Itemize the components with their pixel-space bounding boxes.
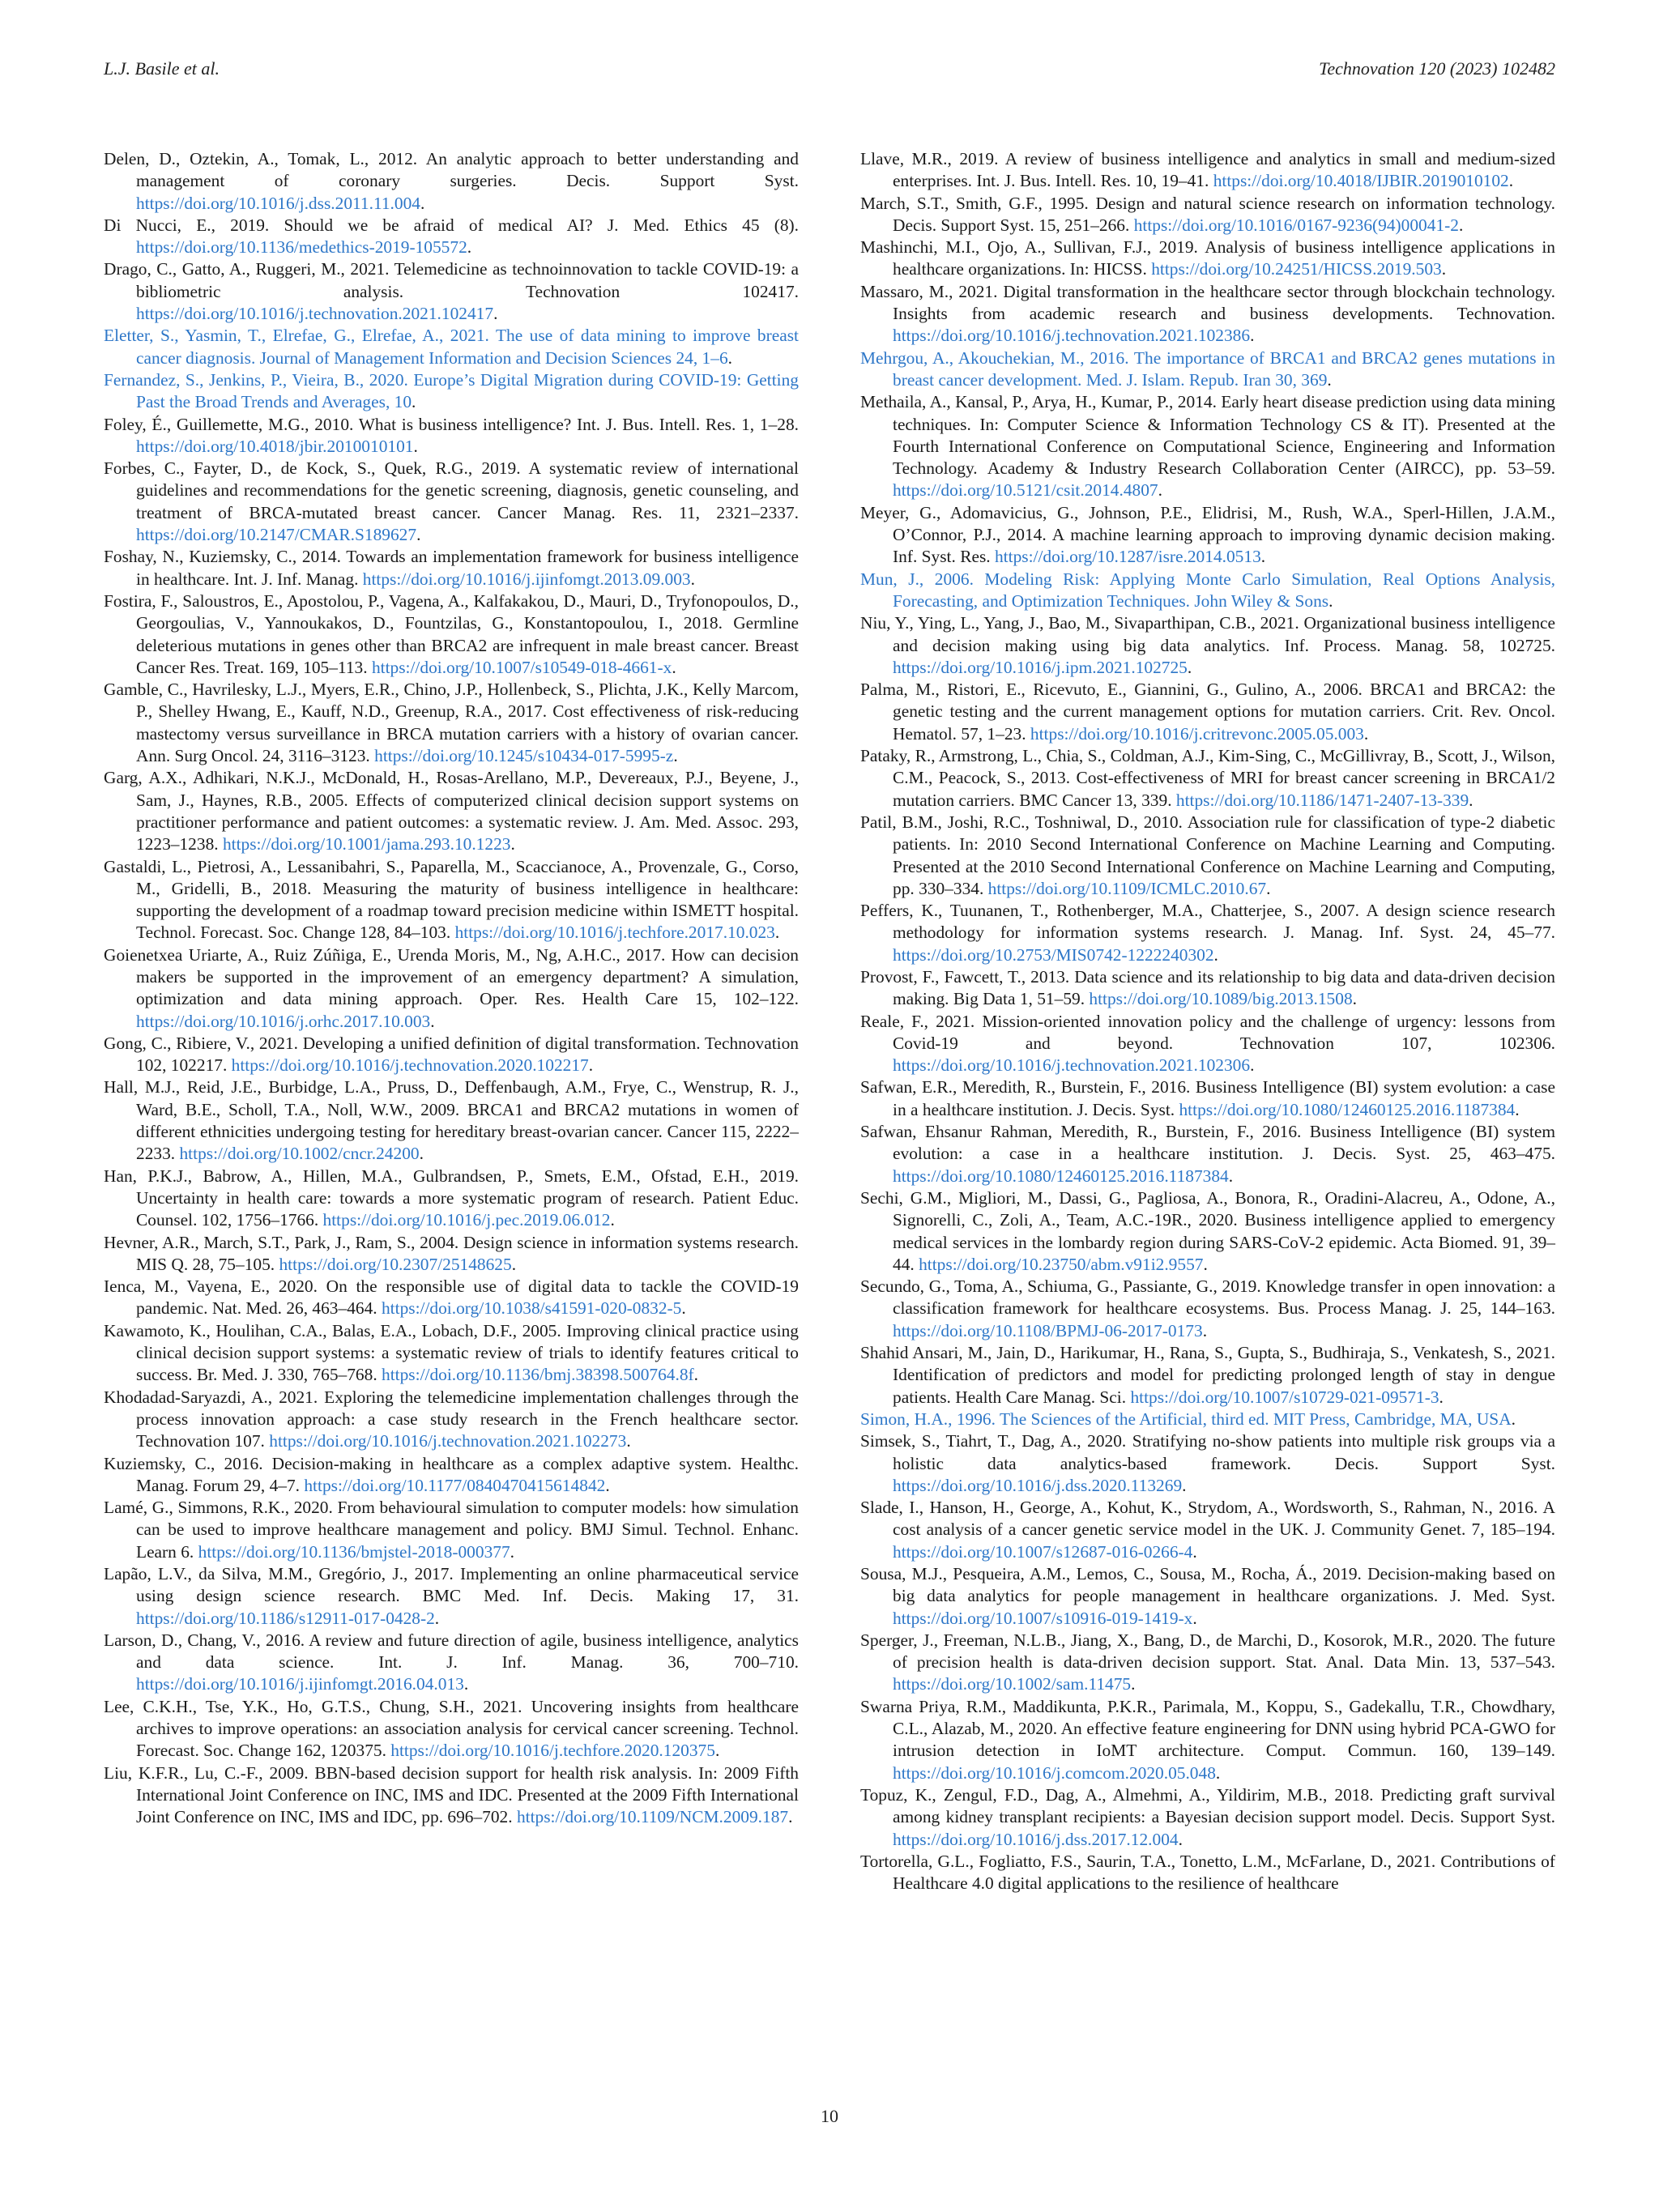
doi-link[interactable]: https://doi.org/10.1186/1471-2407-13-339 — [1175, 790, 1469, 810]
reference-end-punct: . — [681, 1298, 686, 1319]
doi-link[interactable]: https://doi.org/10.1016/j.dss.2011.11.004 — [136, 193, 420, 213]
reference-end-punct: . — [412, 392, 416, 412]
reference-entry — [860, 237, 1555, 281]
reference-end-punct: . — [626, 1431, 631, 1451]
reference-entry — [860, 1342, 1555, 1409]
reference-end-punct: . — [1203, 1254, 1208, 1274]
doi-link[interactable]: https://doi.org/10.1109/ICMLC.2010.67 — [987, 878, 1267, 898]
reference-text: Provost, F., Fawcett, T., 2013. Data science and its relationship to big data and data-driven decision making. Big Data 1, 51–59. — [860, 966, 1555, 1009]
reference-entry — [104, 148, 799, 215]
reference-end-punct: . — [1187, 657, 1192, 677]
reference-text: Reale, F., 2021. Mission-oriented innovation policy and the challenge of urgency: lessons from Covid-19 and beyond. Technovation 107, 102306. — [860, 1011, 1555, 1053]
reference-entry — [104, 546, 799, 590]
reference-text: Fernandez, S., Jenkins, P., Vieira, B., 2020. Europe’s Digital Migration during COVID-19: Getting Past the Broad Trends and Averages, 10 — [104, 369, 799, 412]
reference-end-punct: . — [1328, 590, 1333, 611]
doi-link[interactable]: https://doi.org/10.1136/bmjstel-2018-000377 — [198, 1541, 510, 1562]
reference-text: Khodadad-Saryazdi, A., 2021. Exploring the telemedicine implementation challenges through the process innovation approach: a case study research in the French healthcare sector. Technovation 107. — [104, 1387, 799, 1451]
doi-link[interactable]: https://doi.org/10.1007/s10549-018-4661-x — [371, 657, 672, 677]
reference-entry — [104, 679, 799, 767]
reference-entry — [104, 1630, 799, 1696]
reference-end-punct: . — [1515, 1099, 1520, 1119]
reference-entry — [104, 944, 799, 1033]
reference-text: Lapão, L.V., da Silva, M.M., Gregório, J., 2017. Implementing an online pharmaceutical service using design science research. BMC Med. Inf. Decis. Making 17, 31. — [104, 1564, 799, 1606]
reference-entry — [104, 1696, 799, 1762]
reference-entry — [104, 1497, 799, 1563]
reference-entry[interactable] — [860, 569, 1555, 613]
reference-text: Secundo, G., Toma, A., Schiuma, G., Passiante, G., 2019. Knowledge transfer in open innovation: a classification framework for healthcare ecosystems. Bus. Process Manag. J. 25, 144–163. — [860, 1276, 1555, 1319]
doi-link[interactable]: https://doi.org/10.1016/j.critrevonc.2005.05.003 — [1030, 723, 1364, 744]
doi-link[interactable]: https://doi.org/10.1016/j.technovation.2021.102417 — [136, 304, 494, 324]
reference-entry — [104, 458, 799, 546]
doi-link[interactable]: https://doi.org/10.1016/j.orhc.2017.10.003 — [136, 1011, 431, 1031]
reference-entry — [104, 1453, 799, 1498]
reference-end-punct: . — [1250, 326, 1255, 346]
reference-end-punct: . — [493, 304, 498, 324]
doi-link[interactable]: https://doi.org/10.1016/j.techfore.2017.10.023 — [454, 923, 775, 943]
reference-end-punct: . — [1352, 989, 1358, 1009]
reference-end-punct: . — [672, 657, 676, 677]
reference-entry — [104, 856, 799, 944]
reference-entry — [104, 767, 799, 855]
reference-text: Lee, C.K.H., Tse, Y.K., Ho, G.T.S., Chung, S.H., 2021. Uncovering insights from healthcare archives to improve operations: an association analysis for cervical cancer screening. Technol. Forecast. Soc. Change 162, 120375. — [104, 1696, 799, 1761]
header-authors: L.J. Basile et al. — [104, 58, 220, 79]
reference-text: Forbes, C., Fayter, D., de Kock, S., Quek, R.G., 2019. A systematic review of international guidelines and recommendations for the genetic screening, diagnosis, genetic counseling, and treatment of BRCA-mutated breast cancer. Cancer Manag. Res. 11, 2321–2337. — [104, 458, 799, 522]
running-header — [104, 58, 1555, 79]
reference-text: March, S.T., Smith, G.F., 1995. Design and natural science research on information technology. Decis. Support Syst. 15, 251–266. — [860, 193, 1555, 235]
reference-entry — [860, 1696, 1555, 1784]
reference-entry — [104, 1762, 799, 1829]
reference-entry — [860, 1011, 1555, 1077]
reference-entry — [104, 1232, 799, 1276]
page-number: 10 — [821, 2106, 838, 2126]
doi-link[interactable]: https://doi.org/10.1016/0167-9236(94)00041-2 — [1133, 215, 1459, 235]
reference-end-punct: . — [727, 347, 732, 368]
reference-text: Simon, H.A., 1996. The Sciences of the Artificial, third ed. MIT Press, Cambridge, MA, USA — [860, 1409, 1512, 1429]
doi-link[interactable]: https://doi.org/10.1177/0840470415614842 — [304, 1475, 606, 1495]
reference-entry — [860, 1784, 1555, 1851]
reference-end-punct: . — [413, 436, 418, 456]
reference-entry — [860, 966, 1555, 1011]
reference-text: Peffers, K., Tuunanen, T., Rothenberger, M.A., Chatterjee, S., 2007. A design science research methodology for information systems research. J. Manag. Inf. Syst. 24, 45–77. — [860, 901, 1555, 943]
reference-end-punct: . — [510, 1541, 515, 1562]
doi-link[interactable]: https://doi.org/10.1016/j.technovation.2020.102217 — [231, 1055, 589, 1076]
reference-end-punct: . — [434, 1608, 440, 1628]
reference-entry — [860, 1430, 1555, 1497]
doi-link[interactable]: https://doi.org/10.1038/s41591-020-0832-5 — [381, 1298, 682, 1319]
reference-entry — [104, 1076, 799, 1165]
reference-end-punct: . — [467, 237, 472, 258]
doi-link[interactable]: https://doi.org/10.1016/j.technovation.2021.102306 — [893, 1055, 1251, 1076]
reference-entry — [104, 258, 799, 325]
reference-entry — [860, 900, 1555, 966]
references-right-column — [860, 148, 1555, 2076]
doi-link[interactable]: https://doi.org/10.1002/sam.11475 — [893, 1674, 1132, 1694]
reference-end-punct: . — [463, 1674, 469, 1694]
doi-link[interactable]: https://doi.org/10.1245/s10434-017-5995-z — [374, 746, 674, 766]
doi-link[interactable]: https://doi.org/10.1016/j.dss.2020.113269 — [893, 1475, 1183, 1495]
doi-link[interactable]: https://doi.org/10.24251/HICSS.2019.503 — [1151, 259, 1442, 279]
reference-entry — [860, 1121, 1555, 1187]
reference-entry — [860, 679, 1555, 745]
reference-text: Eletter, S., Yasmin, T., Elrefae, G., Elrefae, A., 2021. The use of data mining to improve breast cancer diagnosis. Journal of Management Information and Decision Sciences 24, 1–6 — [104, 326, 799, 368]
doi-link[interactable]: https://doi.org/10.1001/jama.293.10.1223 — [222, 834, 511, 855]
reference-text: Fostira, F., Saloustros, E., Apostolou, P., Vagena, A., Kalfakakou, D., Mauri, D., Tryfonopoulos, D., Georgoulias, V., Yannoukakos, D., Fountzilas, G., Konstantopoulou, I., 2018. Germline deleterious mutations in genes other than BRCA2 are infrequent in male breast cancer. Breast Cancer Res. Treat. 169, 105–113. — [104, 590, 799, 677]
reference-end-punct: . — [1260, 547, 1266, 567]
reference-text: Gamble, C., Havrilesky, L.J., Myers, E.R., Chino, J.P., Hollenbeck, S., Plichta, J.K., Kelly Marcom, P., Shelley Hwang, E., Kauff, N.D., Greenup, R.A., 2017. Cost effectiveness of risk-reducing mastectomy versus surveillance in BRCA mutation carriers with a history of ovarian cancer. Ann. Surg Oncol. 24, 3116–3123. — [104, 680, 799, 766]
reference-end-punct: . — [511, 1254, 517, 1274]
reference-entry — [860, 148, 1555, 193]
reference-entry[interactable] — [104, 325, 799, 369]
reference-entry — [860, 391, 1555, 501]
doi-link[interactable]: https://doi.org/10.1007/s10916-019-1419-x — [893, 1608, 1193, 1628]
doi-link[interactable]: https://doi.org/10.1287/isre.2014.0513 — [994, 547, 1261, 567]
doi-link[interactable]: https://doi.org/10.1002/cncr.24200 — [179, 1144, 420, 1164]
reference-text: Lamé, G., Simmons, R.K., 2020. From behavioural simulation to computer models: how simulation can be used to improve healthcare management and policy. BMJ Simul. Technol. Enhanc. Learn 6. — [104, 1498, 799, 1562]
doi-link[interactable]: https://doi.org/10.4018/IJBIR.2019010102 — [1213, 171, 1509, 191]
reference-entry — [860, 1563, 1555, 1630]
reference-text: Kawamoto, K., Houlihan, C.A., Balas, E.A., Lobach, D.F., 2005. Improving clinical practice using clinical decision support systems: a systematic review of trials to identify features critical to success. Br. Med. J. 330, 765–768. — [104, 1320, 799, 1385]
reference-text: Gong, C., Ribiere, V., 2021. Developing a unified definition of digital transformation. Technovation 102, 102217. — [104, 1033, 799, 1076]
reference-entry[interactable] — [104, 369, 799, 414]
reference-end-punct: . — [690, 569, 695, 589]
reference-text: Llave, M.R., 2019. A review of business intelligence and analytics in small and medium-sized enterprises. Int. J. Bus. Intell. Res. 10, 19–41. — [860, 149, 1555, 191]
reference-text: Di Nucci, E., 2019. Should we be afraid of medical AI? J. Med. Ethics 45 (8). — [104, 215, 799, 235]
reference-entry — [860, 1630, 1555, 1696]
reference-text: Hall, M.J., Reid, J.E., Burbidge, L.A., Pruss, D., Deffenbaugh, A.M., Frye, C., Wenstrup, R. J., Ward, B.E., Scholl, T.A., Noll, W.W., 2009. BRCA1 and BRCA2 mutations in women of different ethnicities undergoing testing for hereditary breast-ovarian cancer. Cancer 115, 2222–2233. — [104, 1077, 799, 1164]
doi-link[interactable]: https://doi.org/10.1080/12460125.2016.1187384 — [1179, 1099, 1516, 1119]
reference-text: Simsek, S., Tiahrt, T., Dag, A., 2020. Stratifying no-show patients into multiple risk groups via a holistic data analytics-based framework. Decis. Support Syst. — [860, 1431, 1555, 1473]
reference-text: Patil, B.M., Joshi, R.C., Toshniwal, D., 2010. Association rule for classification of type-2 diabetic patients. In: 2010 Second International Conference on Machine Learning and Computing. Presented at the 2010 Second International Conference on Machine Learning and Computing, pp. 330–334. — [860, 812, 1555, 898]
doi-link[interactable]: https://doi.org/10.1016/j.dss.2017.12.004 — [893, 1829, 1179, 1849]
reference-end-punct: . — [1215, 1762, 1221, 1783]
reference-entry — [860, 193, 1555, 237]
reference-text: Palma, M., Ristori, E., Ricevuto, E., Giannini, G., Gulino, A., 2006. BRCA1 and BRCA2: the genetic testing and the current management options for mutation carriers. Crit. Rev. Oncol. Hematol. 57, 1–23. — [860, 680, 1555, 744]
reference-text: Mashinchi, M.I., Ojo, A., Sullivan, F.J., 2019. Analysis of business intelligence applications in healthcare organizations. In: HICSS. — [860, 237, 1555, 279]
reference-end-punct: . — [1469, 790, 1473, 810]
reference-entry — [860, 812, 1555, 900]
reference-text: Kuziemsky, C., 2016. Decision-making in healthcare as a complex adaptive system. Healthc. Manag. Forum 29, 4–7. — [104, 1453, 799, 1495]
reference-end-punct: . — [1327, 369, 1332, 390]
reference-end-punct: . — [1250, 1055, 1255, 1076]
reference-text: Topuz, K., Zengul, F.D., Dag, A., Almehmi, A., Yildirim, M.B., 2018. Predicting graft survival among kidney transplant recipients: a Bayesian decision support model. Decis. Support Syst. — [860, 1784, 1555, 1827]
reference-entry — [104, 1387, 799, 1453]
doi-link[interactable]: https://doi.org/10.1016/j.ijinfomgt.2013.09.003 — [362, 569, 691, 589]
reference-text: Shahid Ansari, M., Jain, D., Harikumar, H., Rana, S., Gupta, S., Budhiraja, S., Venkatesh, S., 2021. Identification of predictors and model for predicting prolonged length of stay in dengue patients. Health Care Manag. Sci. — [860, 1343, 1555, 1407]
reference-text: Foley, É., Guillemette, M.G., 2010. What is business intelligence? Int. J. Bus. Intell. Res. 1, 1–28. — [104, 414, 799, 434]
reference-end-punct: . — [1213, 944, 1218, 965]
doi-link[interactable]: https://doi.org/10.1136/medethics-2019-105572 — [136, 237, 467, 258]
reference-text: Safwan, Ehsanur Rahman, Meredith, R., Burstein, F., 2016. Business Intelligence (BI) system evolution: a case in a healthcare institution. J. Decis. Syst. 25, 463–475. — [860, 1122, 1555, 1164]
reference-text: Sechi, G.M., Migliori, M., Dassi, G., Pagliosa, A., Bonora, R., Oradini-Alacreu, A., Odone, A., Signorelli, C., Zoli, A., Team, A.C.-19R., 2020. Business intelligence applied to emergency medical services in the lombardy region during SARS-CoV-2 epidemic. Acta Biomed. 91, 39–44. — [860, 1187, 1555, 1274]
references-columns — [104, 148, 1555, 2076]
reference-entry — [860, 1276, 1555, 1342]
reference-end-punct: . — [1511, 1409, 1516, 1429]
reference-entry — [860, 1076, 1555, 1121]
reference-end-punct: . — [1508, 171, 1514, 191]
reference-end-punct: . — [673, 746, 678, 766]
doi-link[interactable]: https://doi.org/10.1007/s10729-021-09571-3 — [1130, 1387, 1439, 1407]
reference-text: Pataky, R., Armstrong, L., Chia, S., Coldman, A.J., Kim-Sing, C., McGillivray, B., Scott, J., Wilson, C.M., Peacock, S., 2013. Cost-effectiveness of MRI for breast cancer screening in BRCA1/2 mutation carriers. BMC Cancer 13, 339. — [860, 746, 1555, 810]
reference-text: Swarna Priya, R.M., Maddikunta, P.K.R., Parimala, M., Koppu, S., Gadekallu, T.R., Chowdhary, C.L., Alazab, M., 2020. An effective feature engineering for DNN using hybrid PCA-GWO for intrusion detection in IoMT architecture. Comput. Commun. 160, 139–149. — [860, 1696, 1555, 1761]
reference-entry — [860, 1851, 1555, 1895]
reference-text: Foshay, N., Kuziemsky, C., 2014. Towards an implementation framework for business intelligence in healthcare. Int. J. Inf. Manag. — [104, 547, 799, 589]
reference-end-punct: . — [1228, 1166, 1234, 1186]
doi-link[interactable]: https://doi.org/10.1016/j.techfore.2020.120375 — [390, 1741, 715, 1761]
doi-link[interactable]: https://doi.org/10.1089/big.2013.1508 — [1089, 989, 1353, 1009]
doi-link[interactable]: https://doi.org/10.1016/j.comcom.2020.05.048 — [893, 1762, 1216, 1783]
reference-end-punct: . — [1192, 1541, 1197, 1562]
reference-end-punct: . — [1441, 259, 1447, 279]
reference-entry — [860, 281, 1555, 347]
reference-end-punct: . — [1363, 723, 1369, 744]
reference-end-punct: . — [419, 1144, 424, 1164]
reference-entry[interactable] — [860, 347, 1555, 392]
reference-entry — [860, 502, 1555, 569]
reference-entry — [104, 414, 799, 458]
reference-text: Niu, Y., Ying, L., Yang, J., Bao, M., Sivaparthipan, C.B., 2021. Organizational business intelligence and decision making using big data analytics. Inf. Process. Manag. 58, 102725. — [860, 613, 1555, 655]
reference-text: Hevner, A.R., March, S.T., Park, J., Ram, S., 2004. Design science in information systems research. MIS Q. 28, 75–105. — [104, 1232, 799, 1274]
doi-link[interactable]: https://doi.org/10.1186/s12911-017-0428-2 — [136, 1608, 435, 1628]
reference-end-punct: . — [1439, 1387, 1444, 1407]
reference-text: Ienca, M., Vayena, E., 2020. On the responsible use of digital data to tackle the COVID-19 pandemic. Nat. Med. 26, 463–464. — [104, 1276, 799, 1319]
doi-link[interactable]: https://doi.org/10.1016/j.technovation.2021.102386 — [893, 326, 1251, 346]
references-left-column — [104, 148, 799, 2076]
reference-end-punct: . — [510, 834, 515, 855]
reference-end-punct: . — [1266, 878, 1271, 898]
reference-end-punct: . — [788, 1807, 793, 1827]
doi-link[interactable]: https://doi.org/10.1080/12460125.2016.1187384 — [893, 1166, 1229, 1186]
reference-text: Slade, I., Hanson, H., George, A., Kohut, K., Strydom, A., Wordsworth, S., Rahman, N., 2016. A cost analysis of a cancer genetic service model in the UK. J. Community Genet. 7, 185–194. — [860, 1498, 1555, 1540]
doi-link[interactable]: https://doi.org/10.2307/25148625 — [279, 1254, 512, 1274]
doi-link[interactable]: https://doi.org/10.1016/j.pec.2019.06.012 — [322, 1210, 611, 1230]
reference-end-punct: . — [1192, 1608, 1197, 1628]
doi-link[interactable]: https://doi.org/10.1007/s12687-016-0266-4 — [893, 1541, 1193, 1562]
doi-link[interactable]: https://doi.org/10.1108/BPMJ-06-2017-0173 — [893, 1320, 1203, 1340]
reference-text: Sperger, J., Freeman, N.L.B., Jiang, X., Bang, D., de Marchi, D., Kosorok, M.R., 2020. The future of precision health is data-driven decision support. Stat. Anal. Data Min. 13, 537–543. — [860, 1630, 1555, 1673]
reference-end-punct: . — [1178, 1829, 1183, 1849]
reference-end-punct: . — [416, 525, 421, 545]
doi-link[interactable]: https://doi.org/10.1016/j.technovation.2021.102273 — [269, 1431, 627, 1451]
reference-entry — [104, 1166, 799, 1232]
reference-entry — [860, 1187, 1555, 1276]
reference-end-punct: . — [714, 1741, 720, 1761]
reference-end-punct: . — [1202, 1320, 1208, 1340]
header-journal: Technovation 120 (2023) 102482 — [1319, 58, 1555, 79]
reference-entry — [104, 590, 799, 679]
reference-text: Delen, D., Oztekin, A., Tomak, L., 2012. An analytic approach to better understanding and management of coronary surgeries. Decis. Support Syst. — [104, 149, 799, 191]
reference-text: Gastaldi, L., Pietrosi, A., Lessanibahri, S., Paparella, M., Scaccianoce, A., Provenzale, G., Corso, M., Gridelli, B., 2018. Measuring the maturity of business intelligence in healthcare: supporting the development of a roadmap toward precision medicine within ISMETT hospital. Technol. Forecast. Soc. Change 128, 84–103. — [104, 856, 799, 943]
reference-text: Mehrgou, A., Akouchekian, M., 2016. The importance of BRCA1 and BRCA2 genes mutations in breast cancer development. Med. J. Islam. Repub. Iran 30, 369 — [860, 347, 1555, 390]
reference-entry — [104, 1276, 799, 1320]
reference-end-punct: . — [774, 923, 780, 943]
doi-link[interactable]: https://doi.org/10.2753/MIS0742-1222240302 — [893, 944, 1214, 965]
reference-end-punct: . — [693, 1365, 699, 1385]
doi-link[interactable]: https://doi.org/10.1016/j.ipm.2021.102725 — [893, 657, 1188, 677]
reference-end-punct: . — [605, 1475, 610, 1495]
reference-entry — [860, 612, 1555, 679]
reference-end-punct: . — [1182, 1475, 1187, 1495]
reference-end-punct: . — [588, 1055, 594, 1076]
reference-entry — [104, 1563, 799, 1630]
reference-text: Sousa, M.J., Pesqueira, A.M., Lemos, C., Sousa, M., Rocha, Á., 2019. Decision-making based on big data analytics for people management in healthcare organizations. J. Med. Syst. — [860, 1564, 1555, 1606]
reference-entry — [860, 1497, 1555, 1563]
reference-entry — [104, 1033, 799, 1077]
reference-entry — [104, 1320, 799, 1387]
doi-link[interactable]: https://doi.org/10.1016/j.ijinfomgt.2016.04.013 — [136, 1674, 464, 1694]
doi-link[interactable]: https://doi.org/10.1109/NCM.2009.187 — [516, 1807, 789, 1827]
reference-text: Massaro, M., 2021. Digital transformation in the healthcare sector through blockchain technology. Insights from academic research and business developments. Technovation. — [860, 281, 1555, 324]
reference-text: Mun, J., 2006. Modeling Risk: Applying Monte Carlo Simulation, Real Options Analysis, Forecasting, and Optimization Techniques. John Wiley & Sons — [860, 569, 1555, 611]
reference-text: Methaila, A., Kansal, P., Arya, H., Kumar, P., 2014. Early heart disease prediction using data mining techniques. In: Computer Science & Information Technology CS & IT). Presented at the Fourth International Conference on Computational Science, Engineering and Information Technology. Academy & Industry Research Collaboration Center (AIRCC), pp. 53–59. — [860, 392, 1555, 479]
reference-text: Goienetxea Uriarte, A., Ruiz Zúñiga, E., Urenda Moris, M., Ng, A.H.C., 2017. How can decision makers be supported in the improvement of an emergency department? A simulation, optimization and data mining approach. Oper. Res. Health Care 15, 102–122. — [104, 944, 799, 1009]
reference-end-punct: . — [430, 1011, 435, 1031]
reference-text: Liu, K.F.R., Lu, C.-F., 2009. BBN-based decision support for health risk analysis. In: 2009 Fifth International Joint Conference on INC, IMS and IDC. Presented at the 2009 Fifth International Joint Conference on INC, IMS and IDC, pp. 696–702. — [104, 1762, 799, 1827]
reference-text: Drago, C., Gatto, A., Ruggeri, M., 2021. Telemedicine as technoinnovation to tackle COVID-19: a bibliometric analysis. Technovation 102417. — [104, 259, 799, 301]
reference-text: Garg, A.X., Adhikari, N.K.J., McDonald, H., Rosas-Arellano, M.P., Devereaux, P.J., Beyene, J., Sam, J., Haynes, R.B., 2005. Effects of computerized clinical decision support systems on practitioner performance and patient outcomes: a systematic review. J. Am. Med. Assoc. 293, 1223–1238. — [104, 768, 799, 855]
reference-text: Safwan, E.R., Meredith, R., Burstein, F., 2016. Business Intelligence (BI) system evolution: a case in a healthcare institution. J. Decis. Syst. — [860, 1077, 1555, 1119]
reference-text: Larson, D., Chang, V., 2016. A review and future direction of agile, business intelligence, analytics and data science. Int. J. Inf. Manag. 36, 700–710. — [104, 1630, 799, 1673]
reference-text: Meyer, G., Adomavicius, G., Johnson, P.E., Elidrisi, M., Rush, W.A., Sperl-Hillen, J.A.M., O’Connor, P.J., 2014. A machine learning approach to improving dynamic decision making. Inf. Syst. Res. — [860, 502, 1555, 567]
doi-link[interactable]: https://doi.org/10.1136/bmj.38398.500764.8f — [382, 1365, 694, 1385]
reference-end-punct: . — [1158, 480, 1162, 501]
reference-text: Han, P.K.J., Babrow, A., Hillen, M.A., Gulbrandsen, P., Smets, E.M., Ofstad, E.H., 2019. Uncertainty in health care: towards a more systematic program of research. Patient Educ. Counsel. 102, 1756–1766. — [104, 1166, 799, 1230]
doi-link[interactable]: https://doi.org/10.2147/CMAR.S189627 — [136, 525, 417, 545]
doi-link[interactable]: https://doi.org/10.5121/csit.2014.4807 — [893, 480, 1158, 501]
reference-entry — [860, 745, 1555, 812]
reference-text: Tortorella, G.L., Fogliatto, F.S., Saurin, T.A., Tonetto, L.M., McFarlane, D., 2021. Contributions of Healthcare 4.0 digital applications to the resilience of healthcare — [860, 1851, 1555, 1894]
doi-link[interactable]: https://doi.org/10.4018/jbir.2010010101 — [136, 436, 414, 456]
reference-end-punct: . — [1458, 215, 1464, 235]
reference-entry[interactable] — [860, 1409, 1555, 1430]
reference-entry — [104, 215, 799, 259]
reference-end-punct: . — [610, 1210, 615, 1230]
reference-end-punct: . — [420, 193, 425, 213]
reference-end-punct: . — [1131, 1674, 1136, 1694]
doi-link[interactable]: https://doi.org/10.23750/abm.v91i2.9557 — [919, 1254, 1204, 1274]
